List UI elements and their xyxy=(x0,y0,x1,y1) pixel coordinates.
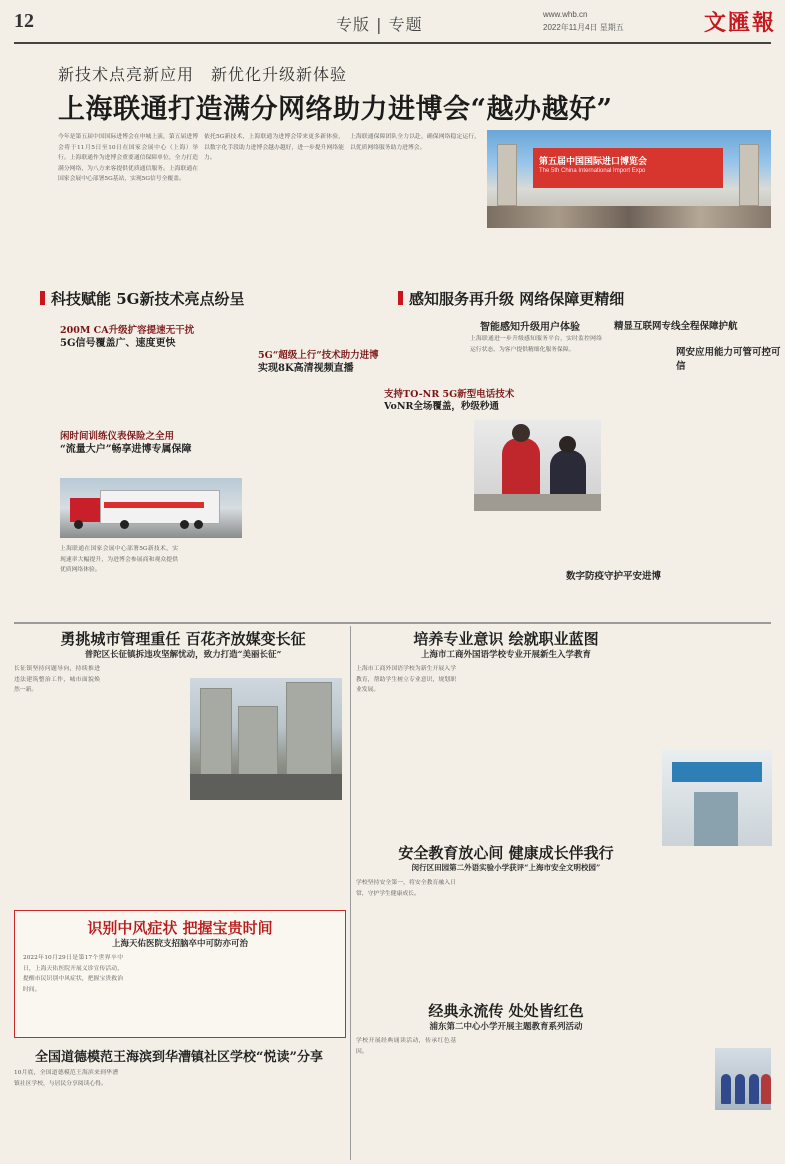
safety-title: 安全教育放心间 健康成长伴我行 xyxy=(398,844,614,862)
service-sub2: 精显互联网专线全程保障护航 xyxy=(614,321,738,332)
safety-column-1 xyxy=(356,878,456,996)
tech-section-title-text: 科技赋能 5G新技术亮点纷呈 xyxy=(51,290,245,308)
classics-column-4 xyxy=(662,1046,712,1160)
service-sub3: 数字防疫守护平安进博 xyxy=(566,571,662,582)
changzheng-column-3b xyxy=(190,804,342,904)
stroke-title: 识别中风症状 把握宝贵时间 xyxy=(87,919,273,937)
classics-column-1 xyxy=(356,1036,456,1160)
tech-sub4: 支持TO-NR 5G新型电话技术 xyxy=(384,389,515,400)
classics-title: 经典永流传 处处皆红色 xyxy=(428,1002,584,1020)
service-sub1: 智能感知升级用户体验 xyxy=(480,322,580,333)
tech-sub3b: 实现8K高清视频直播 xyxy=(258,363,354,374)
network-truck-photo xyxy=(60,478,242,538)
changzheng-column-2 xyxy=(104,664,186,904)
changzheng-subtitle: 普陀区长征镇拆违攻坚解忧动，致力打造“美丽长征” xyxy=(84,650,282,660)
street-view-photo xyxy=(190,678,342,800)
service-sub4: 网安应用能力可管可控可信 xyxy=(676,347,781,372)
section-label: 专版 | 专题 xyxy=(336,15,423,34)
tech-column-3 xyxy=(258,316,376,344)
service-body-text: 上海联通进一步升级感知服务平台，实时监控网络运行状态，为客户提供精细化服务保障。 xyxy=(470,336,602,353)
service-section-title xyxy=(398,288,624,309)
stroke-column-2 xyxy=(129,953,229,1033)
vocational-subtitle: 上海市工商外国语学校专业开展新生入学教育 xyxy=(420,650,591,660)
reading-column-2 xyxy=(122,1068,226,1160)
safety-column-2 xyxy=(460,878,560,996)
story-column-3-text: 上海联通保障团队全力以赴，确保网络稳定运行，以优质网络服务助力进博会。 xyxy=(350,134,480,151)
vocational-column-4b xyxy=(662,850,772,1040)
tech-column-4 xyxy=(384,316,460,382)
service-column-2 xyxy=(610,334,664,554)
stroke-column-3 xyxy=(235,953,337,1033)
story-column-1-text: 今年是第五届中国国际进博会在申城上演，第五届进博会将于11月5日至10日在国家会展中心（上海）举行。上海联通作为进博会重要通信保障单位，全力打造满分网络，为八方来客提供优质通信服务。上海联通在国家会展中心部署5G基站，实现5G信号全覆盖。 xyxy=(58,134,198,182)
tech-column-4b xyxy=(384,413,460,613)
tech-sub2: 闲时间训练仪表保险之全用 xyxy=(60,431,175,442)
changzheng-body-text: 长征镇坚持问题导向，持续推进违法建筑整治工作，城市面貌焕然一新。 xyxy=(14,666,100,693)
reading-share-title: 全国道德模范王海滨到华漕镇社区学校“悦读”分享 xyxy=(35,1050,323,1065)
vocational-column-1 xyxy=(356,664,456,834)
column-divider xyxy=(350,626,351,1160)
stroke-column-1 xyxy=(23,953,123,1033)
reading-column-3 xyxy=(230,1068,344,1160)
tech-sub2b: “流量大户”畅享进博专属保障 xyxy=(60,444,192,455)
section-marker-icon xyxy=(40,291,45,305)
vocational-body-text: 上海市工商外国语学校为新生开展入学教育，帮助学生树立专业意识，规划职业发展。 xyxy=(356,666,456,693)
story-kicker: 新技术点亮新应用 新优化升级新体验 xyxy=(58,65,348,84)
changzheng-title: 勇挑城市管理重任 百花齐放媒变长征 xyxy=(60,630,306,648)
classics-body-text: 学校开展经典诵读活动，传承红色基因。 xyxy=(356,1038,456,1055)
tech-sub1b: 5G信号覆盖广、速度更快 xyxy=(60,338,176,349)
reading-body-text: 10月底，全国道德模范王海滨来到华漕镇社区学校，与居民分享阅读心得。 xyxy=(14,1070,118,1087)
service-column-2b xyxy=(610,582,664,616)
classics-column-2 xyxy=(460,1036,560,1160)
site-url: www.whb.cn xyxy=(543,10,588,19)
masthead xyxy=(0,0,785,44)
page-number: 12 xyxy=(14,10,34,32)
stroke-awareness-box xyxy=(14,910,346,1038)
service-column-3b xyxy=(672,358,772,614)
story-column-1 xyxy=(58,132,198,272)
safety-column-3 xyxy=(564,878,656,996)
story-column-2-text: 依托5G新技术，上海联通为进博会带来更多新体验，以数字化手段助力进博会越办越好，进一步提升网络能力。 xyxy=(204,134,344,161)
expo-banner-title: 第五届中国国际进口博览会 xyxy=(539,157,648,167)
safety-subtitle: 闵行区田园第二外语实验小学获评“上海市安全文明校园” xyxy=(411,863,601,872)
vocational-column-2 xyxy=(460,664,560,834)
tech-column-1 xyxy=(60,348,178,420)
tech-column-2 xyxy=(186,316,252,472)
tech-column-1b xyxy=(60,544,178,614)
vocational-title: 培养专业意识 绘就职业蓝图 xyxy=(413,630,599,648)
vocational-column-4 xyxy=(662,628,772,746)
newspaper-logo: 文匯報 xyxy=(704,10,777,36)
safety-body-text: 学校坚持安全第一，将安全教育融入日常，守护学生健康成长。 xyxy=(356,880,456,897)
service-column-1b xyxy=(470,516,602,616)
service-section-title-text: 感知服务再升级 网络保障更精细 xyxy=(409,290,625,308)
tech-sub1: 200M CA升级扩容提速无干扰 xyxy=(60,325,195,336)
story-column-3 xyxy=(350,132,480,272)
masthead-rule xyxy=(14,42,771,44)
classics-subtitle: 浦东第二中心小学开展主题教育系列活动 xyxy=(429,1022,583,1032)
tech-body-text: 上海联通在国家会展中心部署5G新技术，实现速率大幅提升，为进博会参展商和观众提供优质网络体验。 xyxy=(60,546,178,573)
tech-sub3: 5G“超级上行”技术助力进博 xyxy=(258,350,379,361)
school-building-photo xyxy=(662,750,772,846)
issue-date: 2022年11月4日 星期五 xyxy=(543,23,624,32)
tech-column-3b xyxy=(258,374,376,538)
stroke-body-text: 2022年10月29日是第17个世界卒中日，上海天佑医院开展义诊宣传活动，提醒市民识别中风症状，把握宝贵救治时间。 xyxy=(23,955,123,993)
service-column-3 xyxy=(672,296,772,340)
story-column-2 xyxy=(204,132,344,272)
section-marker-icon xyxy=(398,291,403,305)
changzheng-column-1 xyxy=(14,664,100,904)
expo-venue-photo xyxy=(487,130,771,228)
vocational-column-3 xyxy=(564,664,656,834)
stroke-subtitle: 上海天佑医院支招脑卒中可防亦可治 xyxy=(111,939,248,949)
reading-column-1 xyxy=(14,1068,118,1160)
operations-center-photo xyxy=(474,420,601,511)
story-headline: 上海联通打造满分网络助力进博会“越办越好” xyxy=(58,94,613,125)
service-column-1 xyxy=(470,334,602,414)
students-photo xyxy=(715,1048,771,1110)
section-divider xyxy=(14,622,771,624)
tech-column-3c xyxy=(250,544,378,614)
story-column-4 xyxy=(487,232,771,274)
classics-column-3 xyxy=(564,1036,656,1160)
expo-banner-subtitle: The 5th China International Import Expo xyxy=(539,168,646,174)
tech-section-title xyxy=(40,288,244,309)
tech-sub4b: VoNR全场覆盖，秒级秒通 xyxy=(384,401,499,412)
